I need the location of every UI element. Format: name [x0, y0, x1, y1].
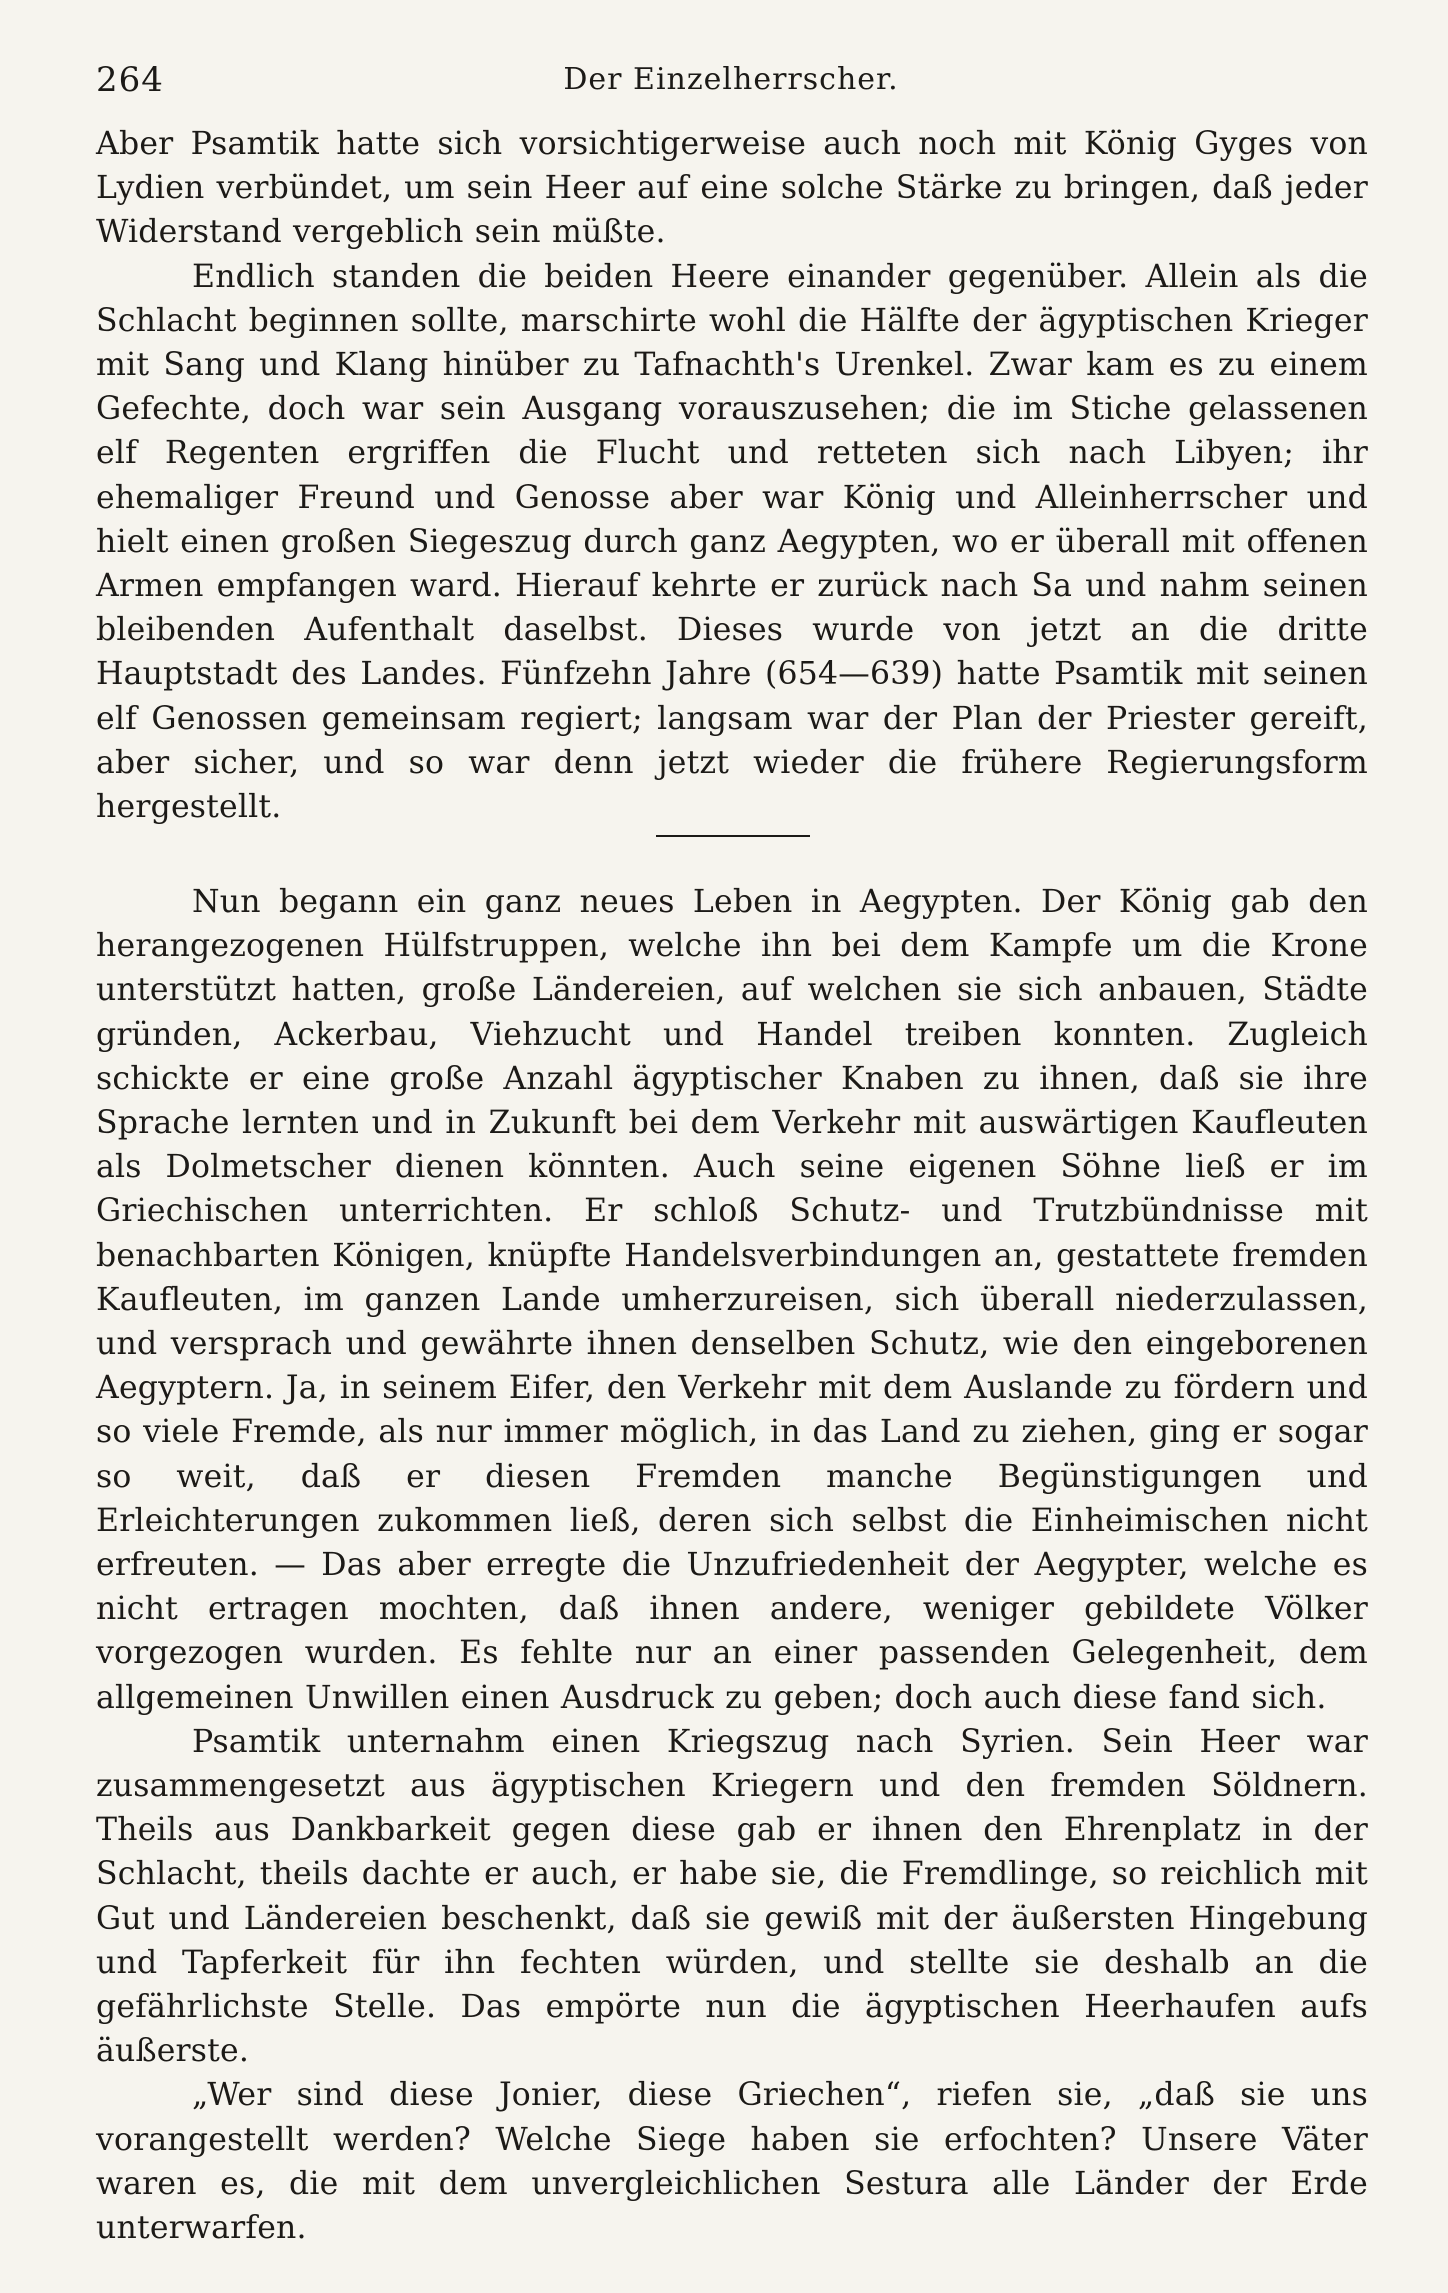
page-number: 264 [96, 60, 164, 100]
paragraph: „Wer sind diese Jonier, diese Griechen“, riefen sie, „daß sie uns vorangestellt werden? Welche Siege haben sie erfochten? Unsere Väter waren es, die mit dem unvergleichlichen Sestura alle Länder der Erde unterwarfen. [96, 2077, 1368, 2247]
page-header [96, 60, 1366, 110]
paragraph: Psamtik unternahm einen Kriegszug nach Syrien. Sein Heer war zusammengesetzt aus ägyptischen Kriegern und den fremden Söldnern. Theils aus Dankbarkeit gegen diese gab er ihnen den Ehrenplatz in der Schlacht, theils dachte er auch, er habe sie, die Fremdlinge, so reichlich mit Gut und Ländereien beschenkt, daß sie gewiß mit der äußersten Hingebung und Tapferkeit für ihn fechten würden, und stellte sie deshalb an die gefährlichste Stelle. Das empörte nun die ägyptischen Heerhaufen aufs äußerste. [96, 1723, 1368, 2070]
text-section-1 [96, 122, 1368, 829]
text-section-2 [96, 880, 1368, 2250]
section-divider [656, 835, 810, 837]
running-title: Der Einzelherrscher. [563, 62, 899, 97]
paragraph: Aber Psamtik hatte sich vorsichtigerweise auch noch mit König Gyges von Lydien verbündet, um sein Heer auf eine solche Stärke zu bringen, daß jeder Widerstand vergeblich sein müßte. [96, 126, 1368, 251]
paragraph: Endlich standen die beiden Heere einander gegenüber. Allein als die Schlacht beginnen sollte, marschirte wohl die Hälfte der ägyptischen Krieger mit Sang und Klang hinüber zu Tafnachth's Urenkel. Zwar kam es zu einem Gefechte, doch war sein Ausgang vorauszusehen; die im Stiche gelassenen elf Regenten ergriffen die Flucht und retteten sich nach Libyen; ihr ehemaliger Freund und Genosse aber war König und Alleinherrscher und hielt einen großen Siegeszug durch ganz Aegypten, wo er überall mit offenen Armen empfangen ward. Hierauf kehrte er zurück nach Sa und nahm seinen bleibenden Aufenthalt daselbst. Dieses wurde von jetzt an die dritte Hauptstadt des Landes. Fünfzehn Jahre (654—639) hatte Psamtik mit seinen elf Genossen gemeinsam regiert; langsam war der Plan der Priester gereift, aber sicher, und so war denn jetzt wieder die frühere Regierungsform hergestellt. [96, 258, 1368, 826]
paragraph: Nun begann ein ganz neues Leben in Aegypten. Der König gab den herangezogenen Hülfstruppen, welche ihn bei dem Kampfe um die Krone unterstützt hatten, große Ländereien, auf welchen sie sich anbauen, Städte gründen, Ackerbau, Viehzucht und Handel treiben konnten. Zugleich schickte er eine große Anzahl ägyptischer Knaben zu ihnen, daß sie ihre Sprache lernten und in Zukunft bei dem Verkehr mit auswärtigen Kaufleuten als Dolmetscher dienen könnten. Auch seine eigenen Söhne ließ er im Griechischen unterrichten. Er schloß Schutz- und Trutzbündnisse mit benachbarten Königen, knüpfte Handelsverbindungen an, gestattete fremden Kaufleuten, im ganzen Lande umherzureisen, sich überall niederzulassen, und versprach und gewährte ihnen denselben Schutz, wie den eingeborenen Aegyptern. Ja, in seinem Eifer, den Verkehr mit dem Auslande zu fördern und so viele Fremde, als nur immer möglich, in das Land zu ziehen, ging er sogar so weit, daß er diesen Fremden manche Begünstigungen und Erleichterungen zukommen ließ, deren sich selbst die Einheimischen nicht erfreuten. — Das aber erregte die Unzufriedenheit der Aegypter, welche es nicht ertragen mochten, daß ihnen andere, weniger gebildete Völker vorgezogen wurden. Es fehlte nur an einer passenden Gelegenheit, dem allgemeinen Unwillen einen Ausdruck zu geben; doch auch diese fand sich. [96, 884, 1368, 1716]
